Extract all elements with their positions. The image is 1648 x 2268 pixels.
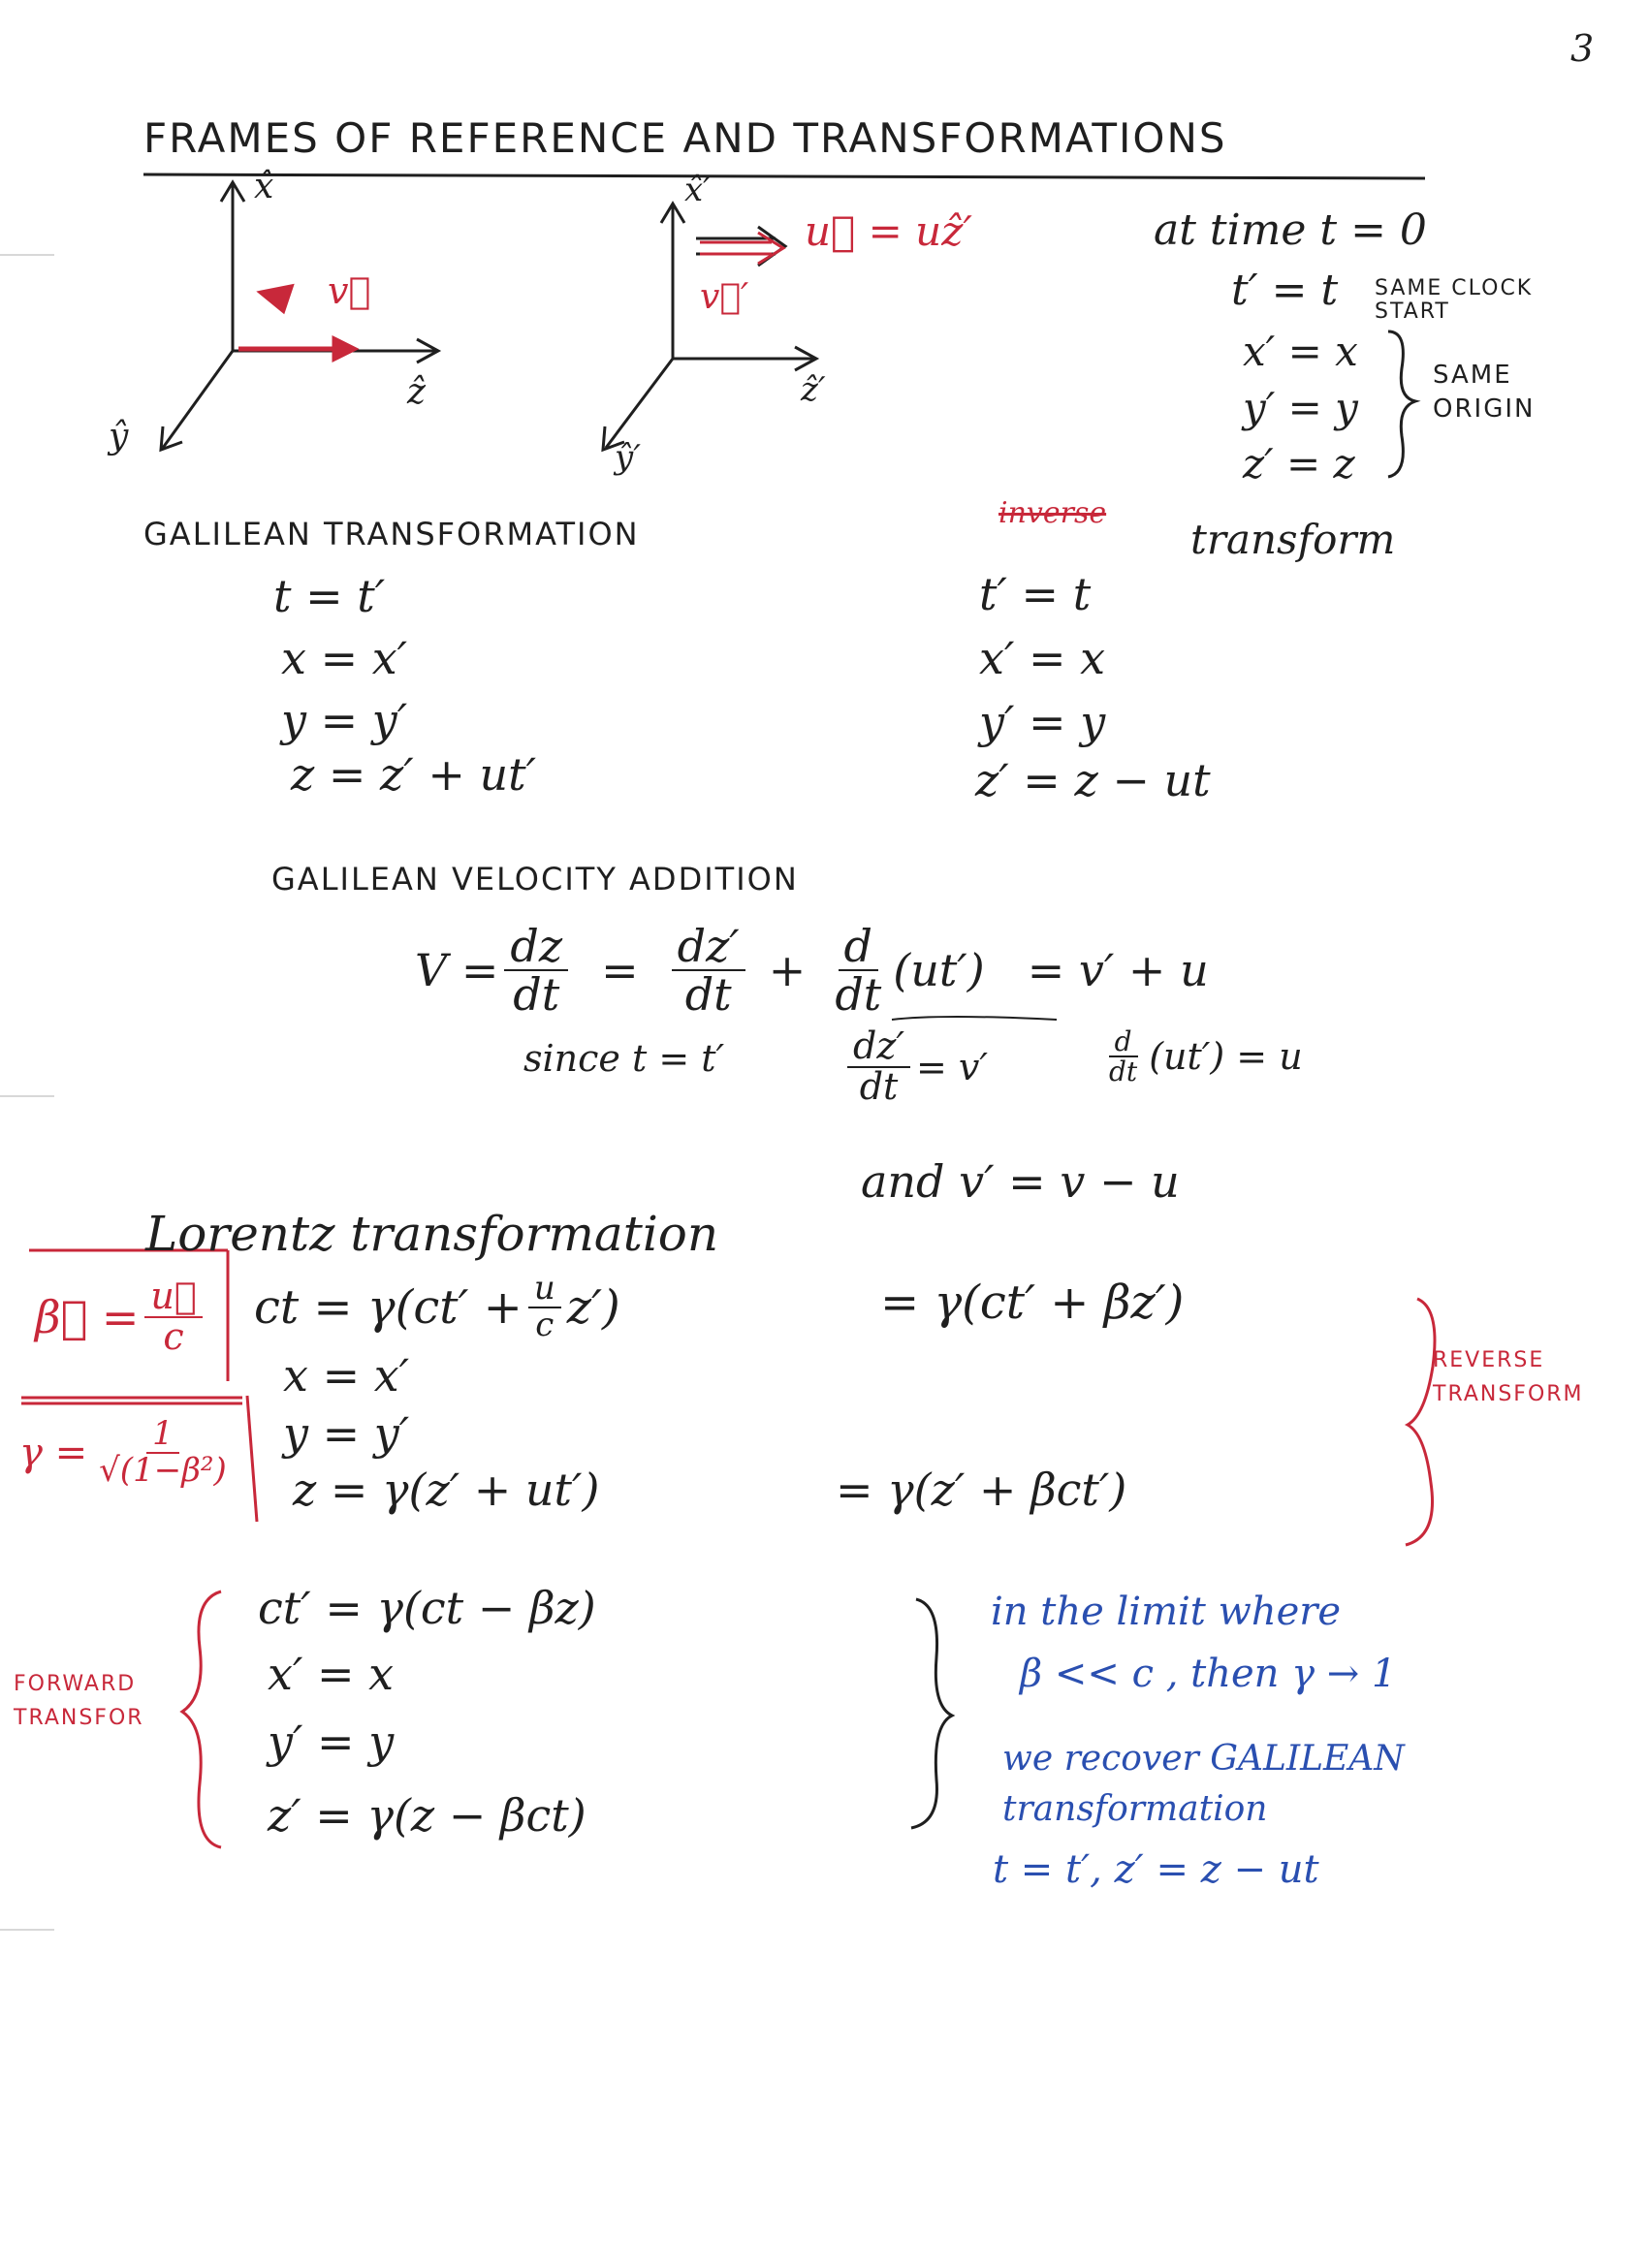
axis-z-label: ẑ [407,372,426,412]
frac-dz-dt: $\frac{dz}{dt}$ [504,923,568,1019]
lorentz-eq-z-beta: = γ(z′ + βct′) [836,1464,1127,1516]
limit-line-1: in the limit where [991,1590,1342,1634]
frac-d-dt: $\frac{d}{dt}$ [835,920,882,1022]
axis-yp-label: ŷ′ [615,438,641,477]
frac-dzp-dt: $\frac{dz'}{dt}$ [672,923,745,1019]
lorentz-eq-z: z = γ(z′ + ut′) [293,1464,600,1516]
lorentz-eq-x: x = x′ [283,1349,410,1402]
inverse-eq-y: y′ = y [979,696,1106,748]
forward-eq-ct: ct′ = γ(ct − βz) [258,1582,596,1634]
axis-zp-label: ẑ′ [801,370,826,409]
lorentz-eq-ct-beta: = γ(ct′ + βz′) [880,1276,1185,1330]
velocity-lhs: V = [415,944,499,997]
galilean-eq-y: y = y′ [281,694,408,746]
inverse-heading: transform [1190,516,1396,563]
dut-dt-equation: $\frac{d}{dt}$ (ut′) = u [1109,1025,1303,1088]
same-origin-note: SAME ORIGIN [1433,361,1536,425]
inverse-eq-z: z′ = z − ut [975,754,1211,806]
frame-velocity-u: u⃗ = uẑ′ [805,207,972,255]
forward-eq-y: y′ = y [268,1716,395,1768]
inverse-eq-x: x′ = x [979,632,1106,684]
gamma-definition: γ = $\frac{1}{\text{√(1−β²)}}$ [19,1414,227,1490]
forward-transform-note: FORWARD TRANSFOR [14,1672,144,1731]
forward-eq-z: z′ = γ(z − βct) [268,1789,586,1842]
axis-xp-label: x̂′ [684,171,711,209]
lorentz-heading: Lorentz transformation [145,1206,719,1262]
left-axes [161,182,438,450]
galilean-heading: GALILEAN TRANSFORMATION [143,516,640,552]
limit-line-2: β << c , then γ → 1 [1020,1652,1397,1696]
galilean-eq-z: z = z′ + ut′ [291,748,537,801]
limit-line-4: transformation [1002,1789,1268,1829]
dzp-dt-equation: $\frac{dz'}{dt}$ = v′ [841,1027,988,1107]
page-title: FRAMES OF REFERENCE AND TRANSFORMATIONS [143,114,1227,162]
velocity-heading: GALILEAN VELOCITY ADDITION [271,861,799,898]
eq-t-prime: t′ = t [1231,266,1339,315]
limit-line-5: t = t′, z′ = z − ut [993,1847,1319,1892]
at-time-zero: at time t = 0 [1154,205,1427,255]
lorentz-eq-y: y = y′ [283,1407,410,1460]
velocity-subtraction: and v′ = v − u [861,1155,1180,1208]
axis-y-label: ŷ [109,417,129,457]
forward-eq-x: x′ = x [268,1648,395,1700]
velocity-vp-label: v⃗′ [700,277,749,317]
velocity-v-label: v⃗ [328,269,371,312]
eq-z-prime: z′ = z [1243,440,1355,488]
right-axes [603,204,816,450]
reverse-transform-note: REVERSE TRANSFORM [1433,1348,1584,1407]
velocity-equation: V = $\frac{dz}{dt}$ = $\frac{dz'}{dt}$ + $\frac{d}{dt}$ (ut′) = v′ + u [415,920,1209,1022]
lorentz-eq-ct: ct = γ(ct′ + $\frac{u}{c}$ z′) [254,1269,620,1344]
page-number: 3 [1570,27,1595,70]
eq-y-prime: y′ = y [1243,384,1358,431]
beta-definition: β⃗ = $\frac{u⃗}{c}$ [35,1277,208,1357]
axis-x-label: x̂ [254,167,274,206]
inverse-struck: inverse [998,496,1107,530]
limit-line-3: we recover GALILEAN [1002,1739,1405,1779]
same-clock-note: SAME CLOCK START [1375,276,1534,325]
galilean-eq-x: x = x′ [281,632,408,684]
galilean-eq-t: t = t′ [273,570,386,622]
since-note: since t = t′ [523,1037,725,1080]
eq-x-prime: x′ = x [1243,328,1358,375]
inverse-eq-t: t′ = t [979,568,1092,620]
